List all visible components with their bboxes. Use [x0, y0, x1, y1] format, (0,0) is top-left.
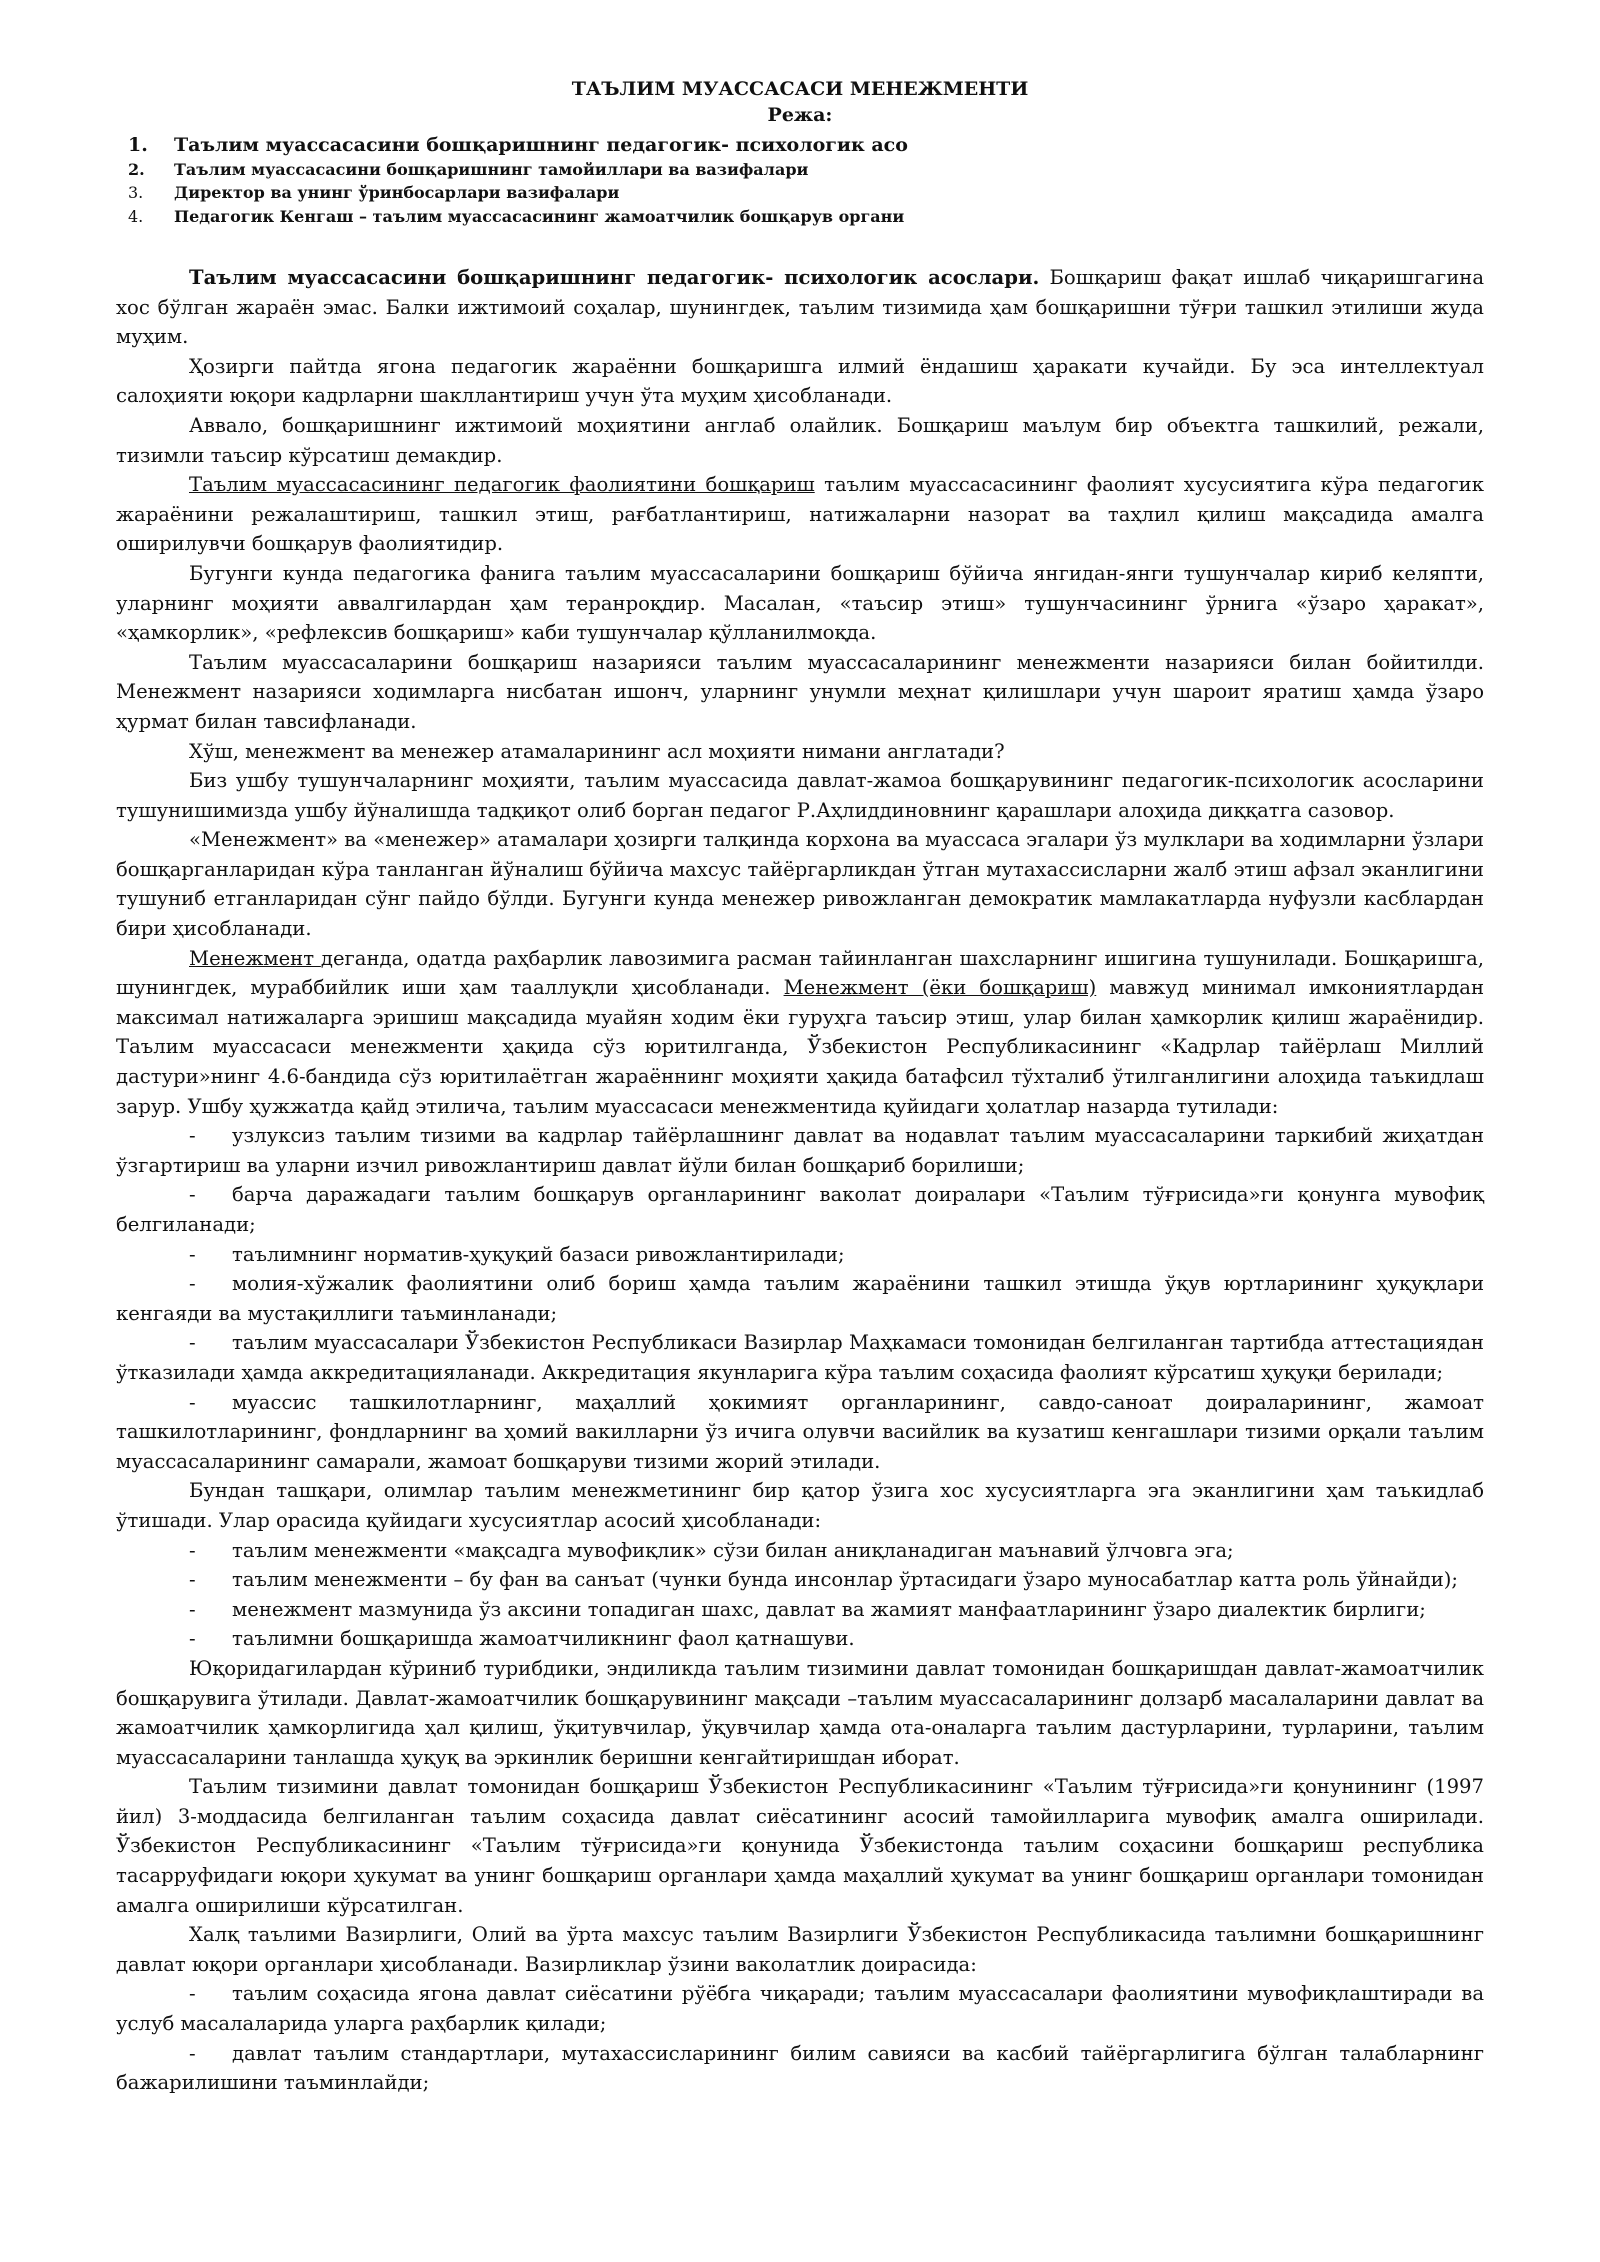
plan-item: 2. Таълим муассасасини бошқаришнинг тамойиллари ва вазифалари — [128, 160, 809, 179]
paragraph: Бугунги кунда педагогика фанига таълим муассасаларини бошқариш бўйича янгидан-янги тушунчалар кириб келяпти, уларнинг моҳияти аввалгилардан ҳам теранроқдир. Масалан, «таъсир этиш» тушунчасининг ўрнига «ўзаро ҳаракат», «ҳамкорлик», «рефлексив бошқариш» каби тушунчалар қўлланилмоқда. — [116, 561, 1484, 645]
paragraph: Халқ таълими Вазирлиги, Олий ва ўрта махсус таълим Вазирлиги Ўзбекистон Республикасида таълимни бошқаришнинг давлат юқори органлари ҳисобланади. Вазирликлар ўзини ваколатлик доирасида: — [116, 1923, 1484, 1976]
plan-item: 1. Таълим муассасасини бошқаришнинг педагогик- психологик асо — [128, 134, 908, 156]
paragraph: Таълим муассасаларини бошқариш назарияси таълим муассасаларининг менежменти назарияси билан бойитилди. Менежмент назарияси ходимларга нисбатан ишонч, уларнинг унумли меҳнат қилишлари учун шароит яратиш ҳамда ўзаро ҳурмат билан тавсифланади. — [116, 650, 1484, 733]
paragraph: Бундан ташқари, олимлар таълим менежметининг бир қатор ўзига хос хусусиятларга эга эканлигини ҳам таъкидлаб ўтишади. Улар орасида қуйидаги хусусиятлар асосий ҳисобланади: — [116, 1479, 1484, 1532]
underlined-term: Менежмент (ёки бошқариш) — [783, 976, 1097, 1000]
section-heading: Таълим муассасасини бошқаришнинг педагогик- психологик асослари. — [189, 266, 1040, 289]
bullet-item: - таълим менежменти «мақсадга мувофиқлик» сўзи билан аниқланадиган маънавий ўлчовга эга; — [189, 1538, 1234, 1562]
plan-list — [116, 132, 1484, 229]
bullet-item: - давлат таълим стандартлари, мутахассисларининг билим савияси ва касбий тайёргарлигига бўлган талабларнинг бажарилишини таъминлайди; — [116, 2041, 1484, 2095]
plan-item: 3. Директор ва унинг ўринбосарлари вазифалари — [128, 183, 620, 202]
paragraph: Таълим муассасасини бошқаришнинг педагогик- психологик асослари. Бошқариш фақат ишлаб чиқаришгагина хос бўлган жараён эмас. Балки ижтимоий соҳалар, шунингдек, таълим тизимида ҳам бошқаришни тўғри ташкил этилиши жуда муҳим. — [116, 266, 1485, 349]
underlined-term: Менежмент — [189, 946, 321, 970]
bullet-item: - менежмент мазмунида ўз аксини топадиган шахс, давлат ва жамият манфаатларининг ўзаро диалектик бирлиги; — [189, 1597, 1426, 1621]
paragraph: Хўш, менежмент ва менежер атамаларининг асл моҳияти нимани англатади? — [189, 739, 1005, 763]
plan-item: 4. Педагогик Кенгаш – таълим муассасасининг жамоатчилик бошқарув органи — [128, 207, 905, 226]
paragraph: «Менежмент» ва «менежер» атамалари ҳозирги талқинда корхона ва муассаса эгалари ўз мулклари ва ходимларни ўзлари бошқарганларидан кўра танланган йўналиш бўйича махсус тайёргарликдан ўтган мутахассисларни жалб этиш афзал эканлигини тушуниб етганларидан сўнг пайдо бўлди. Бугунги кунда менежер ривожланган демократик мамлакатларда нуфузли касблардан бири ҳисобланади. — [116, 828, 1484, 941]
bullet-item: - барча даражадаги таълим бошқарув органларининг ваколат доиралари «Таълим тўғрисида»ги қонунга мувофиқ белгиланади; — [116, 1183, 1484, 1236]
bullet-item: - узлуксиз таълим тизими ва кадрлар тайёрлашнинг давлат ва нодавлат таълим муассасаларини таркибий жиҳатдан ўзгартириш ва уларни изчил ривожлантириш давлат йўли билан бошқариб борилиши; — [116, 1124, 1484, 1177]
bullet-item: - таълим муассасалари Ўзбекистон Республикаси Вазирлар Маҳкамаси томонидан белгиланган тартибда аттестациядан ўтказилади ҳамда аккредитацияланади. Аккредитация якунларига кўра таълим соҳасида фаолият кўрсатиш ҳуқуқи берилади; — [116, 1331, 1484, 1384]
paragraph: Ҳозирги пайтда ягона педагогик жараённи бошқаришга илмий ёндашиш ҳаракати кучайди. Бу эса интеллектуал салоҳияти юқори кадрларни шакллантириш учун ўта муҳим ҳисобланади. — [116, 354, 1484, 408]
document-body — [116, 263, 1484, 2098]
paragraph: Биз ушбу тушунчаларнинг моҳияти, таълим муассасида давлат-жамоа бошқарувининг педагогик-психологик асосларини тушунишимизда ушбу йўналишда тадқиқот олиб борган педагог Р.Аҳлиддиновнинг қарашлари алоҳида диққатга сазовор. — [116, 769, 1484, 822]
bullet-item: - таълимнинг норматив-ҳуқуқий базаси ривожлантирилади; — [189, 1242, 845, 1266]
document-title: ТАЪЛИМ МУАССАСАСИ МЕНЕЖМЕНТИ — [571, 78, 1029, 100]
bullet-item: - таълим менежменти – бу фан ва санъат (чунки бунда инсонлар ўртасидаги ўзаро муносабатлар катта роль ўйнайди); — [189, 1568, 1459, 1592]
bullet-item: - муассис ташкилотларнинг, маҳаллий ҳокимият органларининг, савдо-саноат доираларининг, жамоат ташкилотларининг, фондларнинг ва ҳомий вакилларни ўз ичига олувчи васийлик ва кузатиш кенгашлари тизими орқали таълим муассасаларининг самарали, жамоат бошқаруви тизими жорий этилади. — [116, 1390, 1484, 1473]
bullet-item: - таълим соҳасида ягона давлат сиёсатини рўёбга чиқаради; таълим муассасалари фаолиятини мувофиқлаштиради ва услуб масалаларида уларга раҳбарлик қилади; — [116, 1982, 1484, 2036]
bullet-item: - молия-хўжалик фаолиятини олиб бориш ҳамда таълим жараёнини ташкил этишда ўқув юртларининг ҳуқуқлари кенгаяди ва мустақиллиги таъминланади; — [116, 1272, 1484, 1325]
paragraph: Таълим муассасасининг педагогик фаолиятини бошқариш таълим муассасасининг фаолият хусусиятига кўра педагогик жараёнини режалаштириш, ташкил этиш, рағбатлантириш, натижаларни назорат ва таҳлил қилиш мақсадида амалга оширилувчи бошқарув фаолиятидир. — [116, 473, 1484, 556]
plan-label: Режа: — [767, 104, 833, 126]
paragraph: Юқоридагилардан кўриниб турибдики, эндиликда таълим тизимини давлат томонидан бошқаришдан давлат-жамоатчилик бошқарувига ўтилади. Давлат-жамоатчилик бошқарувининг мақсади –таълим муассасаларининг долзарб масалаларини давлат ва жамоатчилик ҳамкорлигида ҳал қилиш, ўқитувчилар, ўқувчилар ҳамда ота-оналарга таълим дастурларини, турларини, таълим муассасаларини танлашда ҳуқуқ ва эркинлик беришни кенгайтиришдан иборат. — [116, 1656, 1484, 1769]
document-content — [116, 76, 1484, 2098]
paragraph: Аввало, бошқаришнинг ижтимоий моҳиятини англаб олайлик. Бошқариш маълум бир объектга ташкилий, режали, тизимли таъсир кўрсатиш демакдир. — [116, 413, 1484, 467]
underlined-term: Таълим муассасасининг педагогик фаолиятини бошқариш — [189, 473, 815, 497]
paragraph: Таълим тизимини давлат томонидан бошқариш Ўзбекистон Республикасининг «Таълим тўғрисида»ги қонунининг (1997 йил) 3-моддасида белгиланган таълим соҳасида давлат сиёсатининг асосий тамойилларига мувофиқ амалга оширилади. Ўзбекистон Республикасининг «Таълим тўғрисида»ги қонунида Ўзбекистонда таълим соҳасини бошқариш республика тасарруфидаги юқори ҳукумат ва унинг бошқариш органлари ҳамда маҳаллий ҳукумат ва унинг бошқариш органлари томонидан амалга оширилиши кўрсатилган. — [116, 1775, 1484, 1917]
paragraph: Менежмент деганда, одатда раҳбарлик лавозимига расман тайинланган шахсларнинг ишигина тушунилади. Бошқаришга, шунингдек, мураббийлик иши ҳам тааллуқли ҳисобланади. Менежмент (ёки бошқариш) мавжуд минимал имкониятлардан максимал натижаларга эришиш мақсадида муайян ходим ёки гуруҳга таъсир этиш, улар билан ҳамкорлик қилиш жараёнидир. Таълим муассасаси менежменти ҳақида сўз юритилганда, Ўзбекистон Республикасининг «Кадрлар тайёрлаш Миллий дастури»нинг 4.6-бандида сўз юритилаётган жараённинг моҳияти ҳақида батафсил тўхталиб ўтилганлигини алоҳида таъкидлаш зарур. Ушбу ҳужжатда қайд этилича, таълим муассасаси менежментида қуйидаги ҳолатлар назарда тутилади: — [116, 946, 1485, 1118]
bullet-item: - таълимни бошқаришда жамоатчиликнинг фаол қатнашуви. — [189, 1627, 855, 1651]
